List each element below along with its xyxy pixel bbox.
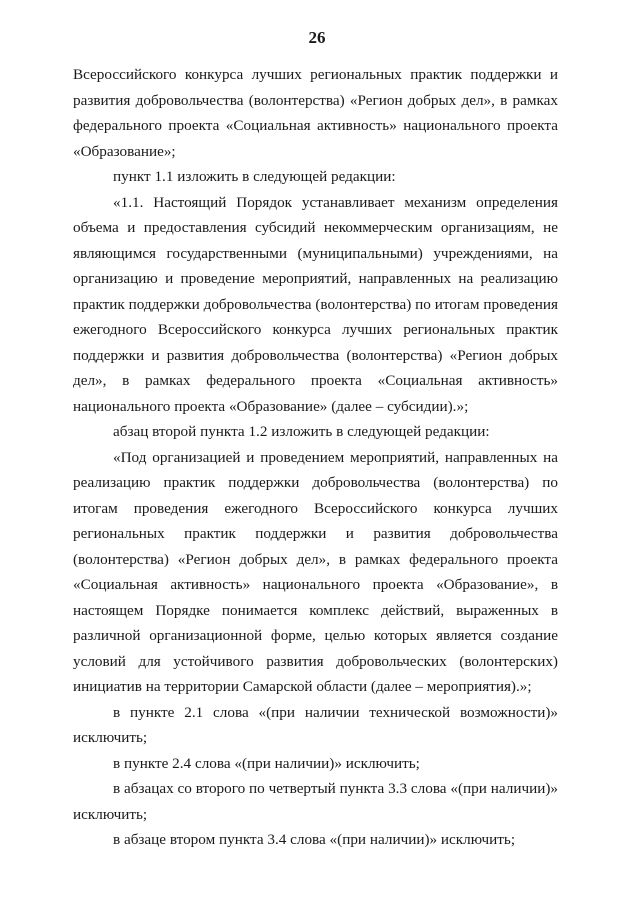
paragraph: в абзаце втором пункта 3.4 слова «(при наличии)» исключить; xyxy=(113,831,516,848)
document-body xyxy=(73,62,558,853)
paragraph: «1.1. Настоящий Порядок устанавливает механизм определения объема и предоставления субсидий некоммерческим организациям, не являющимся государственными (муниципальными) учреждениями, на организацию и проведение мероприятий, направленных на реализацию практик поддержки добровольчества (волонтерства) по итогам проведения ежегодного Всероссийского конкурса лучших региональных практик поддержки и развития добровольчества (волонтерства) «Регион добрых дел», в рамках федерального проекта «Социальная активность» национального проекта «Образование» (далее – субсидии).»; xyxy=(73,193,558,415)
paragraph: абзац второй пункта 1.2 изложить в следующей редакции: xyxy=(113,423,490,440)
paragraph: в пункте 2.1 слова «(при наличии технической возможности)» исключить; xyxy=(73,703,558,746)
paragraph: «Под организацией и проведением мероприятий, направленных на реализацию практик поддержки добровольчества (волонтерства) по итогам проведения ежегодного Всероссийского конкурса лучших региональных практик поддержки и развития добровольчества (волонтерства) «Регион добрых дел», в рамках федерального проекта «Социальная активность» национального проекта «Образование», в настоящем Порядке понимается комплекс действий, выраженных в различной организационной форме, целью которых является создание условий для устойчивого развития добровольческих (волонтерских) инициатив на территории Самарской области (далее – мероприятия).»; xyxy=(73,448,558,695)
paragraph: в пункте 2.4 слова «(при наличии)» исключить; xyxy=(113,754,420,772)
paragraph: в абзацах со второго по четвертый пункта 3.3 слова «(при наличии)» исключить; xyxy=(73,780,558,823)
paragraph: Всероссийского конкурса лучших региональных практик поддержки и развития добровольчества (волонтерства) «Регион добрых дел», в рамках федерального проекта «Социальная активность» национального проекта «Образование»; xyxy=(73,66,558,160)
page-number: 26 xyxy=(308,28,326,47)
paragraph: пункт 1.1 изложить в следующей редакции: xyxy=(113,168,396,185)
